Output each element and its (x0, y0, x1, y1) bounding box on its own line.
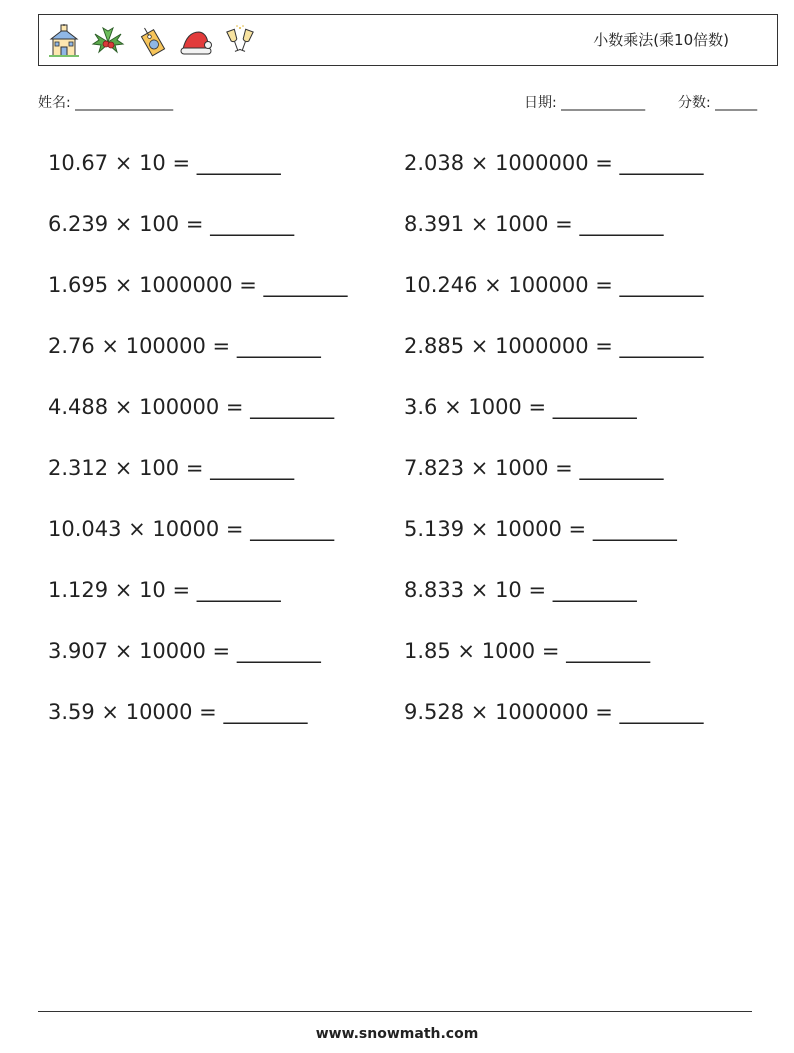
footer-url[interactable]: www.snowmath.com (315, 1026, 479, 1042)
problem-17[interactable]: 3.907 × 10000 = ________ (48, 639, 321, 663)
problem-20[interactable]: 9.528 × 1000000 = ________ (404, 700, 704, 724)
problem-2[interactable]: 2.038 × 1000000 = ________ (404, 151, 704, 175)
problem-13[interactable]: 10.043 × 10000 = ________ (48, 517, 335, 541)
problem-1[interactable]: 10.67 × 10 = ________ (48, 151, 281, 175)
problem-5[interactable]: 1.695 × 1000000 = ________ (48, 273, 348, 297)
problem-19[interactable]: 3.59 × 10000 = ________ (48, 700, 308, 724)
problem-7[interactable]: 2.76 × 100000 = ________ (48, 334, 321, 358)
problem-18[interactable]: 1.85 × 1000 = ________ (404, 639, 651, 663)
date-field[interactable]: 日期: ____________ (524, 95, 646, 111)
score-field[interactable]: 分数: ______ (678, 95, 758, 111)
footer-divider (38, 1011, 752, 1012)
problem-6[interactable]: 10.246 × 100000 = ________ (404, 273, 704, 297)
problem-10[interactable]: 3.6 × 1000 = ________ (404, 395, 637, 419)
problem-12[interactable]: 7.823 × 1000 = ________ (404, 456, 664, 480)
problem-3[interactable]: 6.239 × 100 = ________ (48, 212, 295, 236)
problem-9[interactable]: 4.488 × 100000 = ________ (48, 395, 335, 419)
problem-4[interactable]: 8.391 × 1000 = ________ (404, 212, 664, 236)
problem-15[interactable]: 1.129 × 10 = ________ (48, 578, 281, 602)
problem-8[interactable]: 2.885 × 1000000 = ________ (404, 334, 704, 358)
problem-11[interactable]: 2.312 × 100 = ________ (48, 456, 295, 480)
worksheet-title: 小数乘法(乘10倍数) (593, 31, 729, 49)
problem-16[interactable]: 8.833 × 10 = ________ (404, 578, 637, 602)
name-field[interactable]: 姓名: ______________ (38, 95, 174, 111)
problem-14[interactable]: 5.139 × 10000 = ________ (404, 517, 677, 541)
